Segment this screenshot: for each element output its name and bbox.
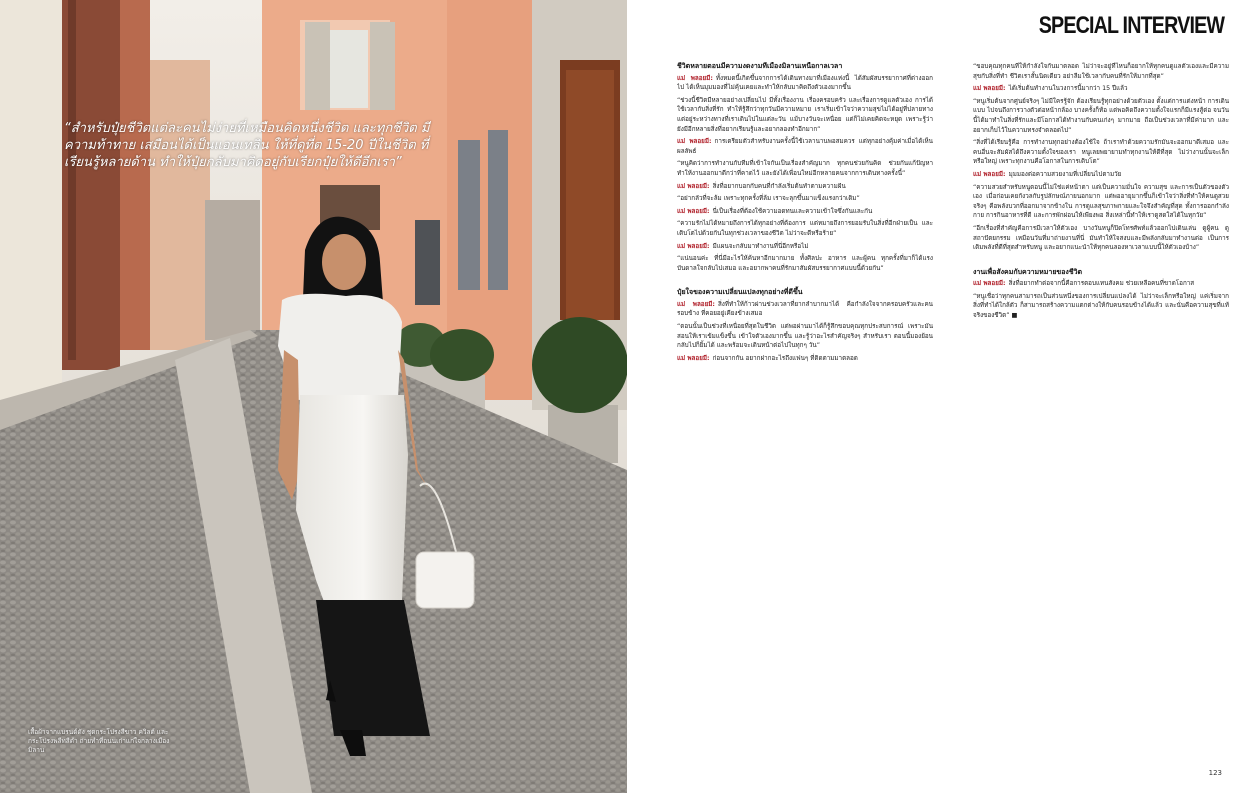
paragraph-text: “หนูเชื่อว่าทุกคนสามารถเป็นส่วนหนึ่งของการเปลี่ยนแปลงได้ ไม่ว่าจะเล็กหรือใหญ่ แค่เริ่มจากสิ่งที่ทำได้ใกล้ตัว ก็สามารถสร้างความแตกต่างให้กับคนรอบข้างได้แล้ว และนั่นคือความสุขที่แท้จริงของชีวิต” ■ xyxy=(973,292,1229,320)
body-paragraph xyxy=(973,224,1229,253)
paragraph-text: สิ่งที่ทำให้ก้าวผ่านช่วงเวลาที่ยากลำบากมาได้ คือกำลังใจจากครอบครัวและคนรอบข้าง ที่คอยอยู่เคียงข้างเสมอ xyxy=(677,300,933,318)
paragraph-text: “สิ่งที่ได้เรียนรู้คือ การทำงานทุกอย่างต้องใช้ใจ ถ้าเราทำด้วยความรักมันจะออกมาดีเสมอ และคนอื่นจะสัมผัสได้ถึงความตั้งใจของเรา หนูเลยพยายามทำทุกงานให้ดีที่สุด ไม่ว่างานนั้นจะเล็กหรือใหญ่ เพราะทุกงานคือโอกาสในการเติบโต” xyxy=(973,139,1229,166)
interviewer-label: แม่ พลอยมี: xyxy=(973,170,1006,178)
paragraph-text: การเตรียมตัวสำหรับงานครั้งนี้ใช้เวลานานพอสมควร แต่ทุกอย่างคุ้มค่าเมื่อได้เห็นผลลัพธ์ xyxy=(677,138,933,155)
paragraph-text: “ขอบคุณทุกคนที่ให้กำลังใจกันมาตลอด ไม่ว่าจะอยู่ที่ไหนก็อยากให้ทุกคนดูแลตัวเองและมีความสุขกับสิ่งที่ทำ ชีวิตเราสั้นนิดเดียว อย่าลืมใช้เวลากับคนที่รักให้มากที่สุด” xyxy=(973,63,1229,80)
paragraph-text: สิ่งที่อยากทำต่อจากนี้คือการตอบแทนสังคม ช่วยเหลือคนที่ขาดโอกาส xyxy=(1008,280,1195,288)
paragraph-text: “หนูคิดว่าการทำงานกับทีมที่เข้าใจกันเป็นเรื่องสำคัญมาก ทุกคนช่วยกันคิด ช่วยกันแก้ปัญหา ทำให้งานออกมาดีกว่าที่คาดไว้ และยังได้เพื่อนใหม่อีกหลายคนจากการเดินทางครั้งนี้” xyxy=(677,160,933,177)
body-paragraph xyxy=(677,159,933,178)
question-paragraph xyxy=(973,170,1229,180)
paragraph-text: “ตอนนั้นเป็นช่วงที่เหนื่อยที่สุดในชีวิต แต่พอผ่านมาได้ก็รู้สึกขอบคุณทุกประสบการณ์ เพราะมันสอนให้เราเข้มแข็งขึ้น เข้าใจตัวเองมากขึ้น และรู้ว่าอะไรสำคัญจริงๆ สำหรับเรา ตอนนี้มองย้อนกลับไปก็ยิ้มได้ และพร้อมจะเดินหน้าต่อไปในทุกๆ วัน” xyxy=(677,323,933,350)
body-paragraph xyxy=(973,292,1229,321)
question-paragraph xyxy=(973,279,1229,289)
paragraph-text: ได้เริ่มต้นทำงานในวงการนี้มากว่า 15 ปีแล้ว xyxy=(1008,85,1128,93)
body-paragraph xyxy=(973,138,1229,167)
interviewer-label: แม่ พลอยมี: xyxy=(677,300,715,308)
interviewer-label: แม่ พลอยมี: xyxy=(677,207,710,215)
interviewer-label: แม่ พลอยมี: xyxy=(973,280,1006,288)
paragraph-text: “อย่ากลัวที่จะล้ม เพราะทุกครั้งที่ล้ม เราจะลุกขึ้นมาแข็งแรงกว่าเดิม” xyxy=(677,195,860,203)
question-paragraph xyxy=(677,137,933,156)
question-paragraph xyxy=(677,207,933,217)
body-paragraph xyxy=(677,322,933,351)
section-header xyxy=(998,14,1224,40)
body-paragraph xyxy=(973,62,1229,81)
interviewer-label: แม่ พลอยมี: xyxy=(677,242,710,250)
paragraph-text: มุมมองต่อความสวยงามที่เปลี่ยนไปตามวัย xyxy=(1008,170,1122,178)
interviewer-label: แม่ พลอยมี: xyxy=(973,85,1006,93)
question-paragraph xyxy=(677,74,933,93)
subheading: งานเพื่อสังคมกับความหมายของชีวิต xyxy=(973,267,1083,276)
section-gap xyxy=(677,276,933,288)
paragraph-text: “อีกเรื่องที่สำคัญคือการมีเวลาให้ตัวเอง บางวันหนูก็ปิดโทรศัพท์แล้วออกไปเดินเล่น ดูผู้คน ดูสถาปัตยกรรม เหมือนวันที่มาถ่ายงานที่นี่ มันทำให้ใจสงบและมีพลังกลับมาทำงานต่อ เป็นการเติมพลังที่ดีที่สุดสำหรับหนู และอยากแนะนำให้ทุกคนลองหาเวลาแบบนี้ให้ตัวเองบ้าง” xyxy=(973,224,1229,252)
interviewer-label: แม่ พลอยมี: xyxy=(677,182,710,190)
body-paragraph xyxy=(973,183,1229,221)
body-paragraph xyxy=(677,96,933,134)
paragraph-text: “แน่นอนค่ะ ที่นี่มีอะไรให้ค้นหาอีกมากมาย ทั้งศิลปะ อาหาร และผู้คน ทุกครั้งที่มาก็ได้แรงบันดาลใจกลับไปเสมอ และอยากพาคนที่รักมาสัมผัสบรรยากาศแบบนี้ด้วยกัน” xyxy=(677,255,933,272)
paragraph-text: ก่อนจากกัน อยากฝากอะไรถึงแฟนๆ ที่ติดตามมาตลอด xyxy=(712,354,858,362)
interviewer-label: แม่ พลอยมี: xyxy=(677,138,712,146)
paragraph-text: “ความสวยสำหรับหนูตอนนี้ไม่ใช่แค่หน้าตา แต่เป็นความมั่นใจ ความสุข และการเป็นตัวของตัวเอง เมื่อก่อนเคยกังวลกับรูปลักษณ์ภายนอกมาก แต่พออายุมากขึ้นก็เข้าใจว่าสิ่งที่ทำให้คนดูสวยจริงๆ คือพลังบวกที่ออกมาจากข้างใน การดูแลสุขภาพกายและใจจึงสำคัญที่สุด ทั้งการออกกำลังกาย การกินอาหารที่ดี และการพักผ่อนให้เพียงพอ สิ่งเหล่านี้ทำให้เราดูสดใสได้ในทุกวัย” xyxy=(973,183,1229,220)
body-paragraph xyxy=(677,254,933,273)
paragraph-text: มีแผนจะกลับมาทำงานที่นี่อีกหรือไม่ xyxy=(712,242,809,250)
paragraph-text: “ความรักไม่ได้หมายถึงการได้ทุกอย่างที่ต้องการ แต่หมายถึงการยอมรับในสิ่งที่อีกฝ่ายเป็น และเติบโตไปด้วยกันในทุกช่วงเวลาของชีวิต ไม่ว่าจะดีหรือร้าย” xyxy=(677,220,933,237)
interviewer-label: แม่ พลอยมี: xyxy=(677,354,710,362)
article-page xyxy=(627,0,1250,793)
question-paragraph xyxy=(973,84,1229,94)
subheading: ปุ๋ยใจของความเปลี่ยนแปลงทุกอย่างที่ดีขึ้น xyxy=(677,288,803,297)
body-paragraph xyxy=(973,97,1229,135)
question-paragraph xyxy=(677,300,933,319)
section-gap xyxy=(973,256,1229,268)
section-title: SPECIAL INTERVIEW xyxy=(1038,12,1224,39)
question-paragraph xyxy=(677,354,933,364)
pull-quote: “สำหรับปุ๋ยชีวิตแต่ละคนไม่ง่ายที่เหมือนคิดหนึ่งชีวิต และทุกชีวิต มีความท้าทาย เสมือนได้เป็นแอนเทลิน ให้ที่ดูที่ต 15-20 ปีในชีวิต ที่เรียนรู้หลายด้าน ทำให้ปุ๋ยกลับมาคิดอยู่กับเรียกปุ๋ยให้ดีอีกเรา” xyxy=(64,121,430,170)
question-paragraph xyxy=(677,242,933,252)
body-paragraph xyxy=(677,219,933,238)
article-body xyxy=(677,62,1229,762)
paragraph-text: นี่เป็นเรื่องที่ต้องใช้ความอดทนและความเข้าใจซึ่งกันและกัน xyxy=(712,207,873,215)
interviewer-label: แม่ พลอยมี: xyxy=(677,74,713,82)
paragraph-text: สิ่งที่อยากบอกกับคนที่กำลังเริ่มต้นทำตามความฝัน xyxy=(712,182,846,190)
body-paragraph xyxy=(677,194,933,204)
page-number: 123 xyxy=(1208,769,1222,777)
paragraph-text: ทั้งหมดนี้เกิดขึ้นจากการได้เดินทางมาที่เมืองแห่งนี้ ได้สัมผัสบรรยากาศที่ต่างออกไป ได้เห็นมุมมองที่ไม่คุ้นเคยและทำให้กลับมาคิดถึงตัวเองมากขึ้น xyxy=(677,74,933,92)
article-column-right xyxy=(973,62,1229,762)
subheading: ชีวิตหลายตอนมีความงดงามที่เมืองมิลานเหนือกาลเวลา xyxy=(677,62,843,70)
question-paragraph xyxy=(677,182,933,192)
article-column-left xyxy=(677,62,933,762)
paragraph-text: “หนูเริ่มต้นจากศูนย์จริงๆ ไม่มีใครรู้จัก ต้องเรียนรู้ทุกอย่างด้วยตัวเอง ตั้งแต่การแต่งหน้า การเดินแบบ ไปจนถึงการวางตัวต่อหน้ากล้อง บางครั้งก็ท้อ แต่พอคิดถึงความตั้งใจแรกก็มีแรงสู้ต่อ จนวันนี้ได้มาทำในสิ่งที่รักและมีโอกาสได้ทำงานกับคนเก่งๆ มากมาย ถือเป็นช่วงเวลาที่มีค่ามาก และอยากเก็บไว้ในความทรงจำตลอดไป” xyxy=(973,97,1229,134)
photo-caption: เสื้อผ้าจากแบรนด์ดัง ชุดกระโปรงสีขาว ควิลต์ และกระโปรงพลีทสีดำ ถ่ายทำที่ถนนเก่าแก่ใจกลางเมืองมิลาน xyxy=(28,728,170,754)
paragraph-text: “ช่วงนี้ชีวิตมีหลายอย่างเปลี่ยนไป มีทั้งเรื่องงาน เรื่องครอบครัว และเรื่องการดูแลตัวเอง การได้ใช้เวลากับสิ่งที่รัก ทำให้รู้สึกว่าทุกวันมีความหมาย เราเริ่มเข้าใจว่าความสุขไม่ได้อยู่ที่ปลายทาง แต่อยู่ระหว่างทางที่เราเดินไปในแต่ละวัน แม้บางวันจะเหนื่อย แต่ก็ไม่เคยคิดจะหยุด เพราะรู้ว่ายังมีอีกหลายสิ่งที่อยากเรียนรู้และอยากลองทำอีกมาก” xyxy=(677,96,933,133)
